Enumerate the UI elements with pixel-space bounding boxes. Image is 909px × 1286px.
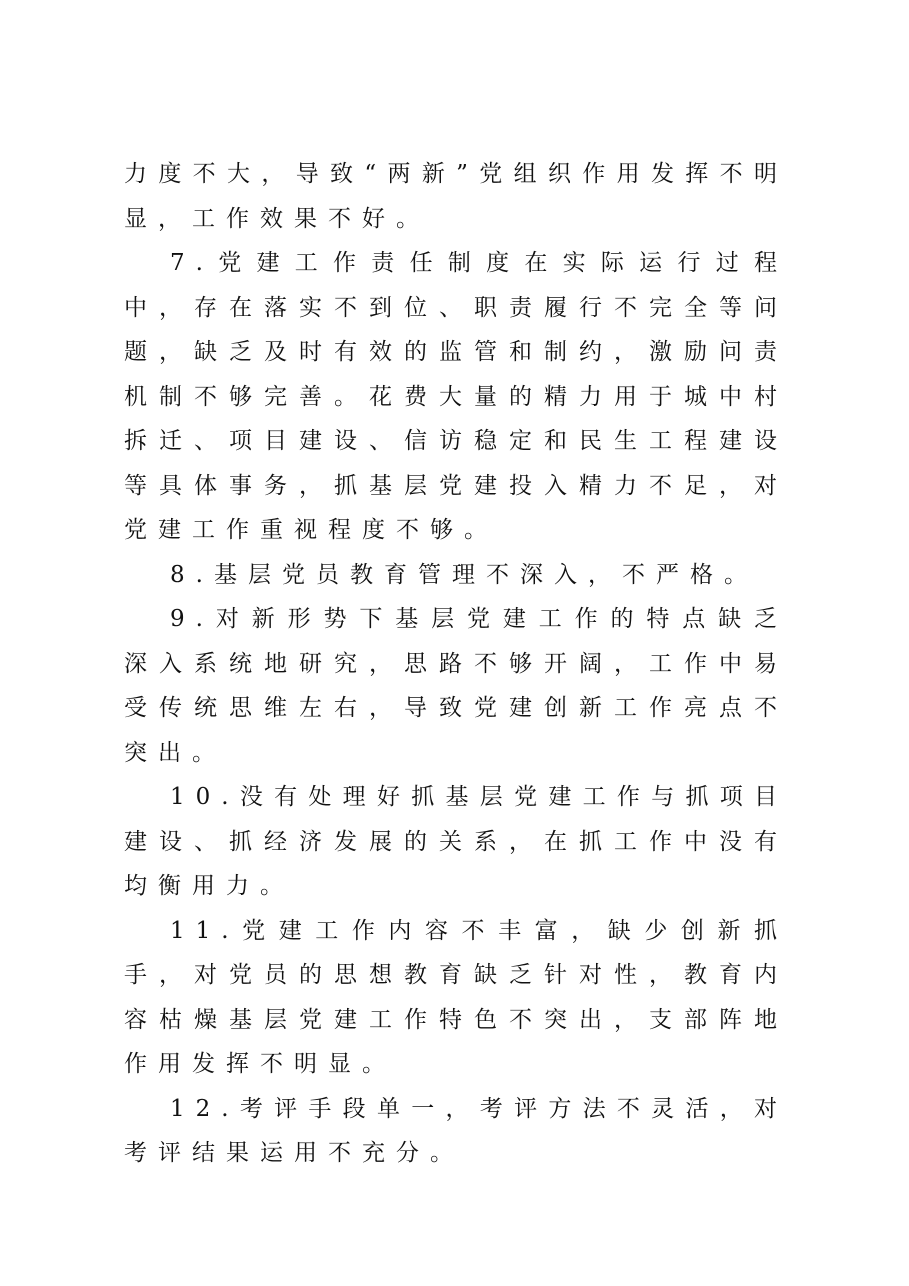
paragraph-item-12: 12.考评手段单一，考评方法不灵活，对考评结果运用不充分。 [124,1095,788,1166]
paragraph-item-7: 7.党建工作责任制度在实际运行过程中，存在落实不到位、职责履行不完全等问题，缺乏及时有效的监管和制约，激励问责机制不够完善。花费大量的精力用于城中村拆迁、项目建设、信访稳定和民生工程建设等具体事务，抓基层党建投入精力不足，对党建工作重视程度不够。 [124,250,788,543]
paragraph-item-9: 9.对新形势下基层党建工作的特点缺乏深入系统地研究，思路不够开阔，工作中易受传统思维左右，导致党建创新工作亮点不突出。 [124,606,788,766]
paragraph-item-8: 8.基层党员教育管理不深入，不严格。 [170,561,758,588]
document-body [124,152,788,1176]
paragraph-item-11: 11.党建工作内容不丰富，缺少创新抓手，对党员的思想教育缺乏针对性，教育内容枯燥基层党建工作特色不突出，支部阵地作用发挥不明显。 [124,917,788,1077]
paragraph-continuation: 力度不大，导致“两新”党组织作用发挥不明显，工作效果不好。 [124,161,788,232]
paragraph-item-10: 10.没有处理好抓基层党建工作与抓项目建设、抓经济发展的关系，在抓工作中没有均衡用力。 [124,784,788,899]
